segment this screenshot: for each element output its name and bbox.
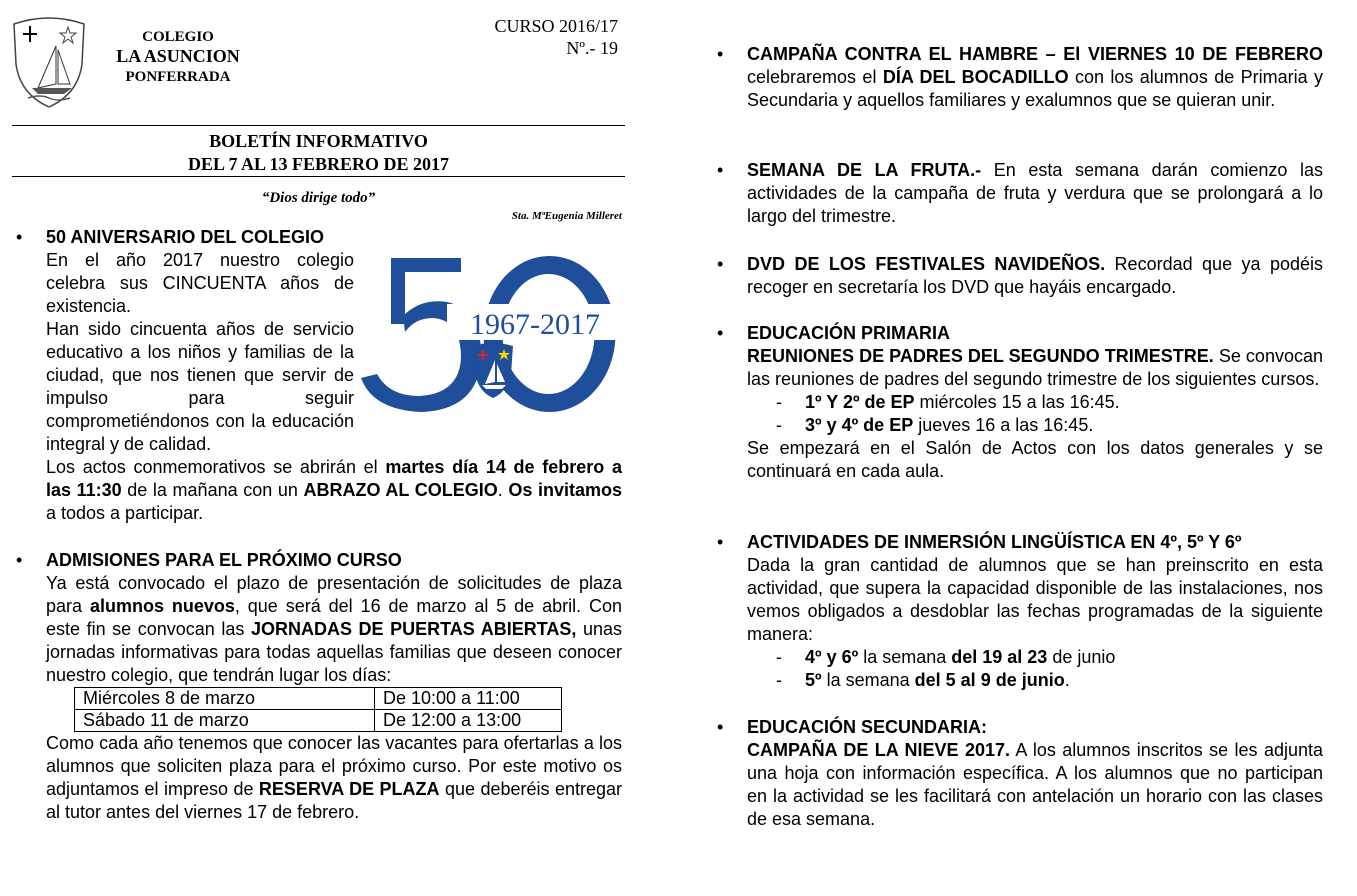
bullet-icon: • [717,323,724,343]
section-admisiones [16,549,623,824]
bulletin-title [12,130,625,175]
section-inmersion [717,531,1323,692]
text-bold: alumnos nuevos [89,596,235,616]
schedule-time: De 10:00 a 11:00 [375,688,562,710]
course-info [470,16,618,59]
primaria-title: EDUCACIÓN PRIMARIA [747,323,951,343]
section-dvd [717,253,1324,299]
text: . [497,480,509,500]
text: Como cada año tenemos que conocer las vacantes para ofertarlas a los alumnos que soliciten plaza para el próximo curso. Por este motivo os adjuntamos el impreso de [46,733,622,799]
list-item [747,414,1323,437]
schedule-table [74,687,562,732]
dash-icon: - [776,647,782,667]
text: , que será del 16 de marzo al 5 de abril. Con este fin se convocan las [46,596,623,639]
bullet-icon: • [16,550,23,570]
motto: “Dios dirige todo” [261,190,376,206]
text-bold: del 19 al 23 [951,647,1048,667]
text-bold: REUNIONES DE PADRES DEL SEGUNDO TRIMESTRE. [747,346,1214,366]
text-bold: 4º y 6º [805,647,859,667]
bulletin-title-line: BOLETÍN INFORMATIVO [209,131,428,151]
schedule-day: Miércoles 8 de marzo [75,688,375,710]
text-bold: DVD DE LOS FESTIVALES NAVIDEÑOS. [747,254,1106,274]
motto-author: Sta. MªEugenia Milleret [511,210,622,222]
header-divider-bottom [12,176,625,177]
text: Se convocan las reuniones de padres del segundo trimestre de los siguientes cursos. [747,346,1323,389]
text: jueves 16 a las 16:45. [913,415,1094,435]
text: En esta semana darán comienzo las actividades de la campaña de fruta y verdura que se prolongará a lo largo del trimestre. [747,160,1323,226]
text: Ya está convocado el plazo de presentación de solicitudes de plaza para [46,573,622,616]
anniversary-50-logo [355,250,625,418]
school-line-1: COLEGIO [142,29,214,45]
section-hambre [717,43,1323,112]
section-aniversario-cont [46,456,622,525]
school-crest-icon [10,14,88,110]
admisiones-title: ADMISIONES PARA EL PRÓXIMO CURSO [46,550,402,570]
list-item [747,669,1323,692]
text: la semana [821,670,915,690]
list-item [747,391,1323,414]
section-fruta [717,159,1323,228]
text-bold: DÍA DEL BOCADILLO [882,67,1069,87]
text-bold: CAMPAÑA DE LA NIEVE 2017. [747,740,1011,760]
bulletin-dates: DEL 7 AL 13 FEBRERO DE 2017 [187,153,450,174]
secundaria-text [747,739,1323,831]
school-line-3: PONFERRADA [125,68,231,85]
bullet-icon: • [717,254,724,274]
inmersion-title: ACTIVIDADES DE INMERSIÓN LINGÜÍSTICA EN 4º, 5º Y 6º [747,532,1242,552]
text-bold: 3º y 4º de EP [805,415,914,435]
table-row [75,688,562,710]
admisiones-p2 [46,732,622,824]
table-row [75,710,562,732]
text-bold: 5º [805,670,822,690]
schedule-day: Sábado 11 de marzo [75,710,375,732]
bullet-icon: • [717,44,724,64]
section-primaria [717,322,1323,483]
text: Los actos conmemorativos se abrirán el [46,457,386,477]
list-item [747,646,1323,669]
text-bold: ABRAZO AL COLEGIO [303,480,498,500]
course-year: CURSO 2016/17 [494,16,618,36]
secundaria-title: EDUCACIÓN SECUNDARIA: [747,717,988,737]
text-bold: RESERVA DE PLAZA [258,779,440,799]
hambre-text [747,43,1323,112]
text: . [1064,670,1070,690]
dash-icon: - [776,392,782,412]
text: de la mañana con un [121,480,304,500]
text: Recordad que ya podéis recoger en secretaría los DVD que hayáis encargado. [747,254,1324,297]
dash-icon: - [776,670,782,690]
inmersion-text: Dada la gran cantidad de alumnos que se han preinscrito en esta actividad, que supera la capacidad disponible de las instalaciones, nos vemos obligados a desdoblar las fechas programadas de la siguiente manera: [747,555,1323,644]
text-bold: martes día 14 de febrero a las 11:30 [46,457,622,500]
text-bold: CAMPAÑA CONTRA EL HAMBRE – El VIERNES 10 DE FEBRERO [747,44,1323,64]
text-bold: del 5 al 9 de junio [914,670,1065,690]
bullet-icon: • [16,227,23,247]
anniversary-years: 1967-2017 [470,308,600,341]
text: miércoles 15 a las 16:45. [914,392,1120,412]
aniversario-p1: En el año 2017 nuestro colegio celebra sus CINCUENTA años de existencia. [46,250,354,316]
bullet-icon: • [717,160,724,180]
bullet-icon: • [717,532,724,552]
section-secundaria [717,716,1324,831]
dvd-text [747,253,1323,299]
text: de junio [1047,647,1116,667]
issue-number: Nº.- 19 [566,37,618,58]
aniversario-title: 50 ANIVERSARIO DEL COLEGIO [46,227,325,247]
admisiones-p1 [46,572,622,687]
text-bold: SEMANA DE LA FRUTA.- [747,160,982,180]
primaria-text [747,345,1323,391]
aniversario-p2: Han sido cincuenta años de servicio educativo a los niños y familias de la ciudad, que nos tienen que servir de impulso para seguir comprometiéndonos con la educación integral y de calidad. [46,319,354,454]
text: que deberéis entregar al tutor antes del viernes 17 de febrero. [46,779,622,822]
section-aniversario [16,226,354,456]
header-divider-top [12,125,625,126]
text-bold: JORNADAS DE PUERTAS ABIERTAS, [250,619,577,639]
primaria-closing: Se empezará en el Salón de Actos con los datos generales y se continuará en cada aula. [747,438,1323,481]
text: con los alumnos de Primaria y Secundaria y aquellos familiares y exalumnos que se quieran unir. [747,67,1323,110]
bullet-icon: • [717,717,724,737]
text: unas jornadas informativas para todas aquellas familias que deseen conocer nuestro colegio, que tendrán lugar los días: [46,619,622,685]
schedule-time: De 12:00 a 13:00 [375,710,562,732]
aniversario-p3 [46,456,622,525]
fruta-text [747,159,1323,228]
text: A los alumnos inscritos se les adjunta una hoja con información específica. A los alumnos que no participan en la actividad se les facilitará con antelación un horario con las clases de esa semana. [747,740,1324,829]
text-bold: Os invitamos [508,480,622,500]
text: a todos a participar. [46,503,204,523]
school-line-2: LA ASUNCION [116,46,240,66]
text: la semana [858,647,952,667]
dash-icon: - [776,415,782,435]
text: celebraremos el [747,67,883,87]
text-bold: 1º Y 2º de EP [805,392,915,412]
school-name [90,28,266,86]
